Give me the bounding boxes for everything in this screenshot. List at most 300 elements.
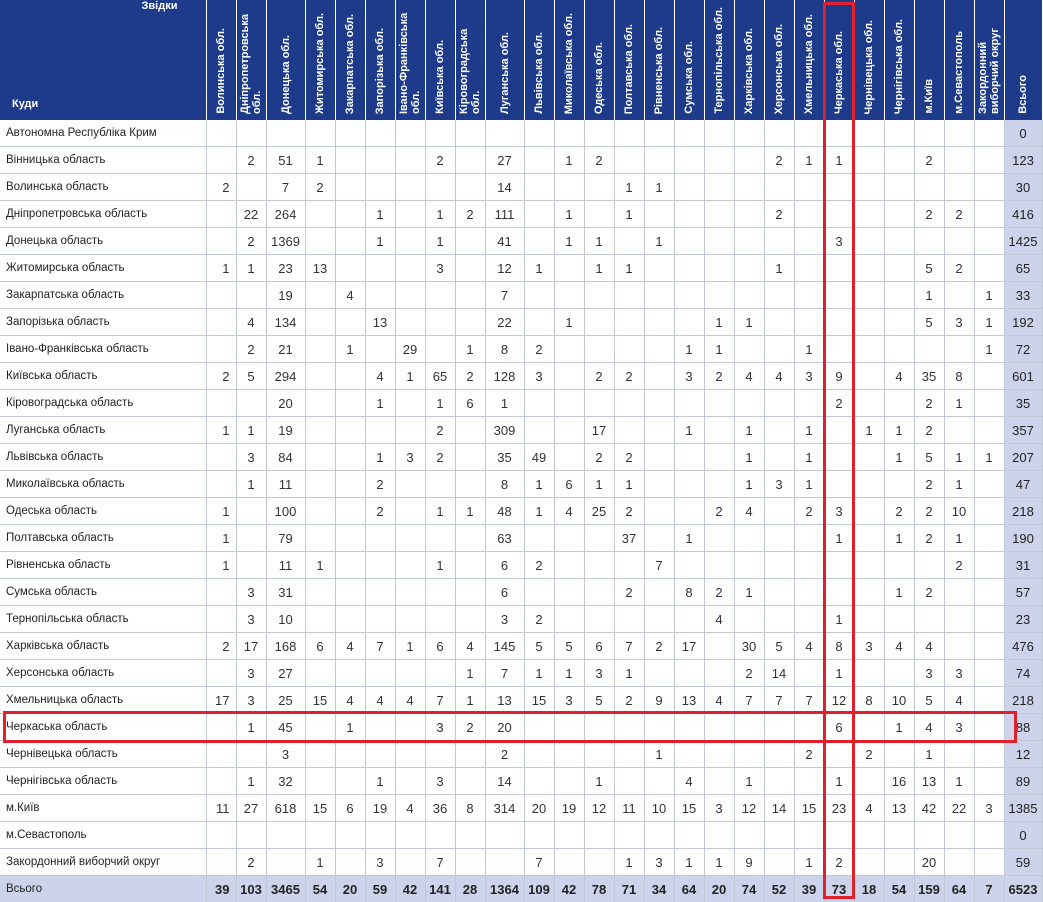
table-cell bbox=[974, 768, 1004, 795]
table-cell bbox=[914, 120, 944, 147]
table-cell bbox=[395, 471, 425, 498]
table-cell: 4 bbox=[734, 363, 764, 390]
table-cell: 1 bbox=[206, 255, 236, 282]
table-cell bbox=[335, 768, 365, 795]
table-cell bbox=[764, 120, 794, 147]
table-cell: 4 bbox=[365, 687, 395, 714]
table-cell bbox=[614, 120, 644, 147]
table-cell: 27 bbox=[485, 147, 524, 174]
table-row bbox=[0, 876, 1042, 902]
table-cell: 31 bbox=[266, 579, 305, 606]
table-cell bbox=[974, 201, 1004, 228]
column-header bbox=[554, 0, 584, 120]
table-cell: 1 bbox=[365, 228, 395, 255]
table-cell: 6 bbox=[335, 795, 365, 822]
table-cell bbox=[395, 768, 425, 795]
table-cell: 29 bbox=[395, 336, 425, 363]
table-cell: 1 bbox=[365, 201, 395, 228]
table-cell bbox=[854, 282, 884, 309]
row-label: Закарпатська область bbox=[0, 282, 206, 309]
table-cell: 1 bbox=[734, 417, 764, 444]
table-cell bbox=[584, 741, 614, 768]
table-cell bbox=[674, 309, 704, 336]
table-cell: 1 bbox=[944, 471, 974, 498]
table-cell: 39 bbox=[206, 876, 236, 902]
table-cell: 20 bbox=[485, 714, 524, 741]
table-cell: 1 bbox=[236, 255, 266, 282]
table-cell bbox=[794, 201, 824, 228]
row-total-cell: 47 bbox=[1004, 471, 1042, 498]
row-total-cell: 207 bbox=[1004, 444, 1042, 471]
table-cell bbox=[206, 390, 236, 417]
table-cell: 20 bbox=[704, 876, 734, 902]
row-label: Дніпропетровська область bbox=[0, 201, 206, 228]
row-label: Всього bbox=[0, 876, 206, 902]
table-cell: 2 bbox=[305, 174, 335, 201]
table-cell bbox=[335, 660, 365, 687]
table-cell: 1 bbox=[824, 606, 854, 633]
column-header bbox=[455, 0, 485, 120]
table-cell bbox=[824, 552, 854, 579]
table-cell: 7 bbox=[425, 849, 455, 876]
table-cell bbox=[974, 147, 1004, 174]
table-cell bbox=[335, 147, 365, 174]
table-cell bbox=[734, 552, 764, 579]
column-header-label: Дніпропетровська обл. bbox=[239, 0, 263, 117]
table-cell bbox=[674, 390, 704, 417]
table-cell bbox=[794, 174, 824, 201]
table-cell: 32 bbox=[266, 768, 305, 795]
table-cell: 1 bbox=[395, 633, 425, 660]
table-row bbox=[0, 228, 1042, 255]
row-total-cell: 89 bbox=[1004, 768, 1042, 795]
table-cell: 1 bbox=[524, 471, 554, 498]
row-total-cell: 357 bbox=[1004, 417, 1042, 444]
row-total-cell: 59 bbox=[1004, 849, 1042, 876]
table-cell bbox=[425, 606, 455, 633]
table-cell bbox=[335, 579, 365, 606]
table-cell bbox=[884, 390, 914, 417]
table-cell bbox=[884, 849, 914, 876]
table-cell: 19 bbox=[266, 417, 305, 444]
table-cell: 18 bbox=[854, 876, 884, 902]
table-cell: 4 bbox=[674, 768, 704, 795]
table-cell: 1 bbox=[794, 336, 824, 363]
table-cell: 1 bbox=[794, 471, 824, 498]
table-cell: 2 bbox=[524, 606, 554, 633]
table-cell bbox=[824, 579, 854, 606]
table-cell bbox=[734, 525, 764, 552]
table-cell bbox=[206, 336, 236, 363]
table-cell bbox=[305, 471, 335, 498]
table-row bbox=[0, 822, 1042, 849]
table-cell: 4 bbox=[914, 633, 944, 660]
table-cell bbox=[644, 498, 674, 525]
table-cell: 3 bbox=[236, 687, 266, 714]
table-cell: 2 bbox=[425, 147, 455, 174]
table-cell: 54 bbox=[305, 876, 335, 902]
table-cell bbox=[584, 714, 614, 741]
table-cell bbox=[455, 228, 485, 255]
table-cell: 1 bbox=[734, 768, 764, 795]
table-cell: 45 bbox=[266, 714, 305, 741]
table-cell: 1 bbox=[614, 660, 644, 687]
table-cell: 294 bbox=[266, 363, 305, 390]
table-cell bbox=[794, 606, 824, 633]
table-cell bbox=[554, 255, 584, 282]
table-cell bbox=[305, 228, 335, 255]
table-cell bbox=[674, 282, 704, 309]
table-cell bbox=[884, 147, 914, 174]
table-cell bbox=[206, 768, 236, 795]
table-cell: 9 bbox=[644, 687, 674, 714]
table-cell bbox=[854, 714, 884, 741]
table-cell: 2 bbox=[425, 444, 455, 471]
table-cell bbox=[734, 201, 764, 228]
table-cell: 30 bbox=[734, 633, 764, 660]
table-cell: 10 bbox=[944, 498, 974, 525]
table-cell: 84 bbox=[266, 444, 305, 471]
table-cell: 37 bbox=[614, 525, 644, 552]
table-cell bbox=[305, 498, 335, 525]
table-cell bbox=[554, 849, 584, 876]
table-cell bbox=[794, 660, 824, 687]
table-cell bbox=[674, 606, 704, 633]
table-cell bbox=[704, 255, 734, 282]
table-cell bbox=[824, 120, 854, 147]
table-cell bbox=[914, 552, 944, 579]
table-cell: 1364 bbox=[485, 876, 524, 902]
table-cell: 2 bbox=[584, 363, 614, 390]
table-cell: 4 bbox=[335, 633, 365, 660]
table-row bbox=[0, 309, 1042, 336]
table-cell: 63 bbox=[485, 525, 524, 552]
table-cell bbox=[395, 255, 425, 282]
table-cell bbox=[584, 120, 614, 147]
table-row bbox=[0, 579, 1042, 606]
table-cell: 2 bbox=[944, 201, 974, 228]
table-cell: 11 bbox=[614, 795, 644, 822]
table-cell: 1 bbox=[824, 660, 854, 687]
table-cell bbox=[764, 228, 794, 255]
row-total-cell: 192 bbox=[1004, 309, 1042, 336]
table-cell bbox=[644, 417, 674, 444]
table-cell bbox=[914, 822, 944, 849]
row-total-cell: 218 bbox=[1004, 687, 1042, 714]
column-header bbox=[485, 0, 524, 120]
table-cell bbox=[884, 228, 914, 255]
table-cell bbox=[884, 471, 914, 498]
table-cell bbox=[305, 579, 335, 606]
table-cell bbox=[395, 579, 425, 606]
table-cell: 51 bbox=[266, 147, 305, 174]
table-cell: 22 bbox=[944, 795, 974, 822]
table-cell bbox=[335, 741, 365, 768]
table-cell bbox=[794, 552, 824, 579]
table-cell bbox=[584, 336, 614, 363]
table-cell bbox=[305, 660, 335, 687]
table-cell: 23 bbox=[266, 255, 305, 282]
table-cell bbox=[944, 606, 974, 633]
table-cell bbox=[335, 390, 365, 417]
table-cell bbox=[794, 282, 824, 309]
table-cell: 2 bbox=[614, 579, 644, 606]
column-header-label: Сумська обл. bbox=[683, 37, 695, 117]
table-cell: 6 bbox=[305, 633, 335, 660]
table-cell bbox=[674, 498, 704, 525]
table-cell bbox=[335, 228, 365, 255]
table-cell bbox=[395, 201, 425, 228]
table-cell bbox=[704, 444, 734, 471]
table-cell: 4 bbox=[236, 309, 266, 336]
table-cell: 7 bbox=[794, 687, 824, 714]
table-cell bbox=[854, 606, 884, 633]
row-label: Чернівецька область bbox=[0, 741, 206, 768]
table-cell bbox=[764, 390, 794, 417]
table-cell bbox=[206, 606, 236, 633]
table-cell: 2 bbox=[365, 498, 395, 525]
table-cell: 6 bbox=[824, 714, 854, 741]
table-cell: 10 bbox=[644, 795, 674, 822]
table-cell bbox=[335, 174, 365, 201]
table-cell bbox=[395, 552, 425, 579]
table-cell: 3 bbox=[266, 741, 305, 768]
table-cell bbox=[485, 822, 524, 849]
table-cell bbox=[584, 822, 614, 849]
table-cell bbox=[944, 633, 974, 660]
table-cell: 1 bbox=[584, 471, 614, 498]
table-cell bbox=[425, 822, 455, 849]
row-total-cell: 416 bbox=[1004, 201, 1042, 228]
table-cell: 159 bbox=[914, 876, 944, 902]
table-cell: 3 bbox=[425, 714, 455, 741]
table-cell: 1 bbox=[674, 417, 704, 444]
table-cell bbox=[335, 255, 365, 282]
table-cell: 54 bbox=[884, 876, 914, 902]
table-cell: 1 bbox=[206, 417, 236, 444]
table-cell bbox=[395, 120, 425, 147]
table-cell: 35 bbox=[914, 363, 944, 390]
table-cell bbox=[455, 471, 485, 498]
row-label: Одеська область bbox=[0, 498, 206, 525]
table-cell: 3 bbox=[236, 444, 266, 471]
table-cell bbox=[674, 471, 704, 498]
table-cell: 618 bbox=[266, 795, 305, 822]
table-body bbox=[0, 120, 1042, 902]
table-cell bbox=[485, 849, 524, 876]
table-cell: 1 bbox=[674, 849, 704, 876]
table-cell: 5 bbox=[236, 363, 266, 390]
table-cell: 2 bbox=[614, 687, 644, 714]
table-cell bbox=[704, 201, 734, 228]
table-cell: 168 bbox=[266, 633, 305, 660]
table-cell bbox=[524, 201, 554, 228]
table-cell bbox=[704, 714, 734, 741]
table-cell: 2 bbox=[764, 147, 794, 174]
table-cell bbox=[644, 525, 674, 552]
table-cell: 1 bbox=[524, 255, 554, 282]
table-cell bbox=[584, 525, 614, 552]
column-header-label: Івано-Франківська обл. bbox=[398, 0, 422, 117]
table-cell bbox=[614, 822, 644, 849]
table-cell: 3 bbox=[236, 606, 266, 633]
table-cell: 1 bbox=[944, 390, 974, 417]
table-cell bbox=[674, 120, 704, 147]
table-cell bbox=[236, 174, 266, 201]
table-cell: 7 bbox=[485, 660, 524, 687]
table-cell bbox=[854, 390, 884, 417]
table-cell: 5 bbox=[914, 687, 944, 714]
table-row bbox=[0, 633, 1042, 660]
table-cell: 109 bbox=[524, 876, 554, 902]
table-cell: 1 bbox=[236, 768, 266, 795]
table-cell: 1 bbox=[614, 255, 644, 282]
table-cell bbox=[395, 282, 425, 309]
table-cell bbox=[614, 228, 644, 255]
table-cell bbox=[974, 471, 1004, 498]
table-cell bbox=[365, 417, 395, 444]
table-cell bbox=[794, 579, 824, 606]
table-cell bbox=[824, 336, 854, 363]
table-cell bbox=[854, 579, 884, 606]
table-cell: 1 bbox=[425, 201, 455, 228]
table-cell bbox=[206, 444, 236, 471]
table-cell bbox=[395, 309, 425, 336]
column-header-label: Рівненська обл. bbox=[653, 23, 665, 117]
table-cell: 1 bbox=[554, 228, 584, 255]
table-cell bbox=[764, 498, 794, 525]
row-total-cell: 123 bbox=[1004, 147, 1042, 174]
table-cell: 41 bbox=[485, 228, 524, 255]
table-cell bbox=[206, 282, 236, 309]
table-cell bbox=[824, 174, 854, 201]
table-cell: 7 bbox=[365, 633, 395, 660]
table-cell bbox=[425, 660, 455, 687]
table-cell: 2 bbox=[206, 363, 236, 390]
table-cell bbox=[974, 363, 1004, 390]
table-cell: 35 bbox=[485, 444, 524, 471]
table-cell: 2 bbox=[206, 633, 236, 660]
table-cell: 1 bbox=[734, 471, 764, 498]
table-cell bbox=[644, 822, 674, 849]
table-cell bbox=[455, 120, 485, 147]
table-cell bbox=[794, 120, 824, 147]
table-cell bbox=[425, 741, 455, 768]
table-cell: 19 bbox=[266, 282, 305, 309]
table-cell: 3 bbox=[824, 498, 854, 525]
row-label: Херсонська область bbox=[0, 660, 206, 687]
table-cell bbox=[236, 498, 266, 525]
table-cell bbox=[854, 471, 884, 498]
table-cell: 1 bbox=[674, 336, 704, 363]
table-cell bbox=[884, 120, 914, 147]
table-cell: 3 bbox=[794, 363, 824, 390]
table-cell bbox=[206, 849, 236, 876]
table-cell bbox=[974, 390, 1004, 417]
corner-header bbox=[0, 0, 206, 120]
table-cell: 17 bbox=[236, 633, 266, 660]
table-cell: 20 bbox=[524, 795, 554, 822]
table-cell bbox=[674, 255, 704, 282]
table-cell bbox=[734, 390, 764, 417]
row-label: Закордонний виборчий округ bbox=[0, 849, 206, 876]
table-cell bbox=[584, 390, 614, 417]
table-cell bbox=[554, 552, 584, 579]
table-cell: 1 bbox=[824, 525, 854, 552]
table-cell bbox=[524, 174, 554, 201]
table-cell bbox=[944, 282, 974, 309]
table-cell: 17 bbox=[206, 687, 236, 714]
table-cell: 2 bbox=[914, 498, 944, 525]
row-total-cell: 218 bbox=[1004, 498, 1042, 525]
table-cell: 1 bbox=[614, 471, 644, 498]
table-cell bbox=[554, 174, 584, 201]
table-cell bbox=[395, 714, 425, 741]
table-cell: 14 bbox=[764, 795, 794, 822]
row-total-cell: 31 bbox=[1004, 552, 1042, 579]
table-cell bbox=[614, 606, 644, 633]
table-cell bbox=[644, 255, 674, 282]
table-cell bbox=[206, 120, 236, 147]
table-cell bbox=[674, 660, 704, 687]
table-cell bbox=[734, 336, 764, 363]
column-header-label: м.Севастополь bbox=[953, 27, 965, 117]
column-header-label: Одеська обл. bbox=[593, 38, 605, 117]
table-cell bbox=[236, 525, 266, 552]
table-cell bbox=[854, 525, 884, 552]
table-cell: 3 bbox=[236, 660, 266, 687]
table-cell: 2 bbox=[704, 498, 734, 525]
table-cell bbox=[854, 849, 884, 876]
table-cell: 1 bbox=[524, 660, 554, 687]
table-cell: 6 bbox=[554, 471, 584, 498]
table-cell bbox=[974, 120, 1004, 147]
row-total-cell: 23 bbox=[1004, 606, 1042, 633]
table-cell bbox=[974, 417, 1004, 444]
table-row bbox=[0, 444, 1042, 471]
table-cell: 8 bbox=[824, 633, 854, 660]
table-cell: 1 bbox=[365, 390, 395, 417]
table-cell bbox=[365, 606, 395, 633]
column-header-label: Тернопільська обл. bbox=[713, 3, 725, 117]
row-total-cell: 190 bbox=[1004, 525, 1042, 552]
table-cell bbox=[614, 282, 644, 309]
table-cell bbox=[206, 822, 236, 849]
table-cell bbox=[305, 390, 335, 417]
column-header-label: Чернівецька обл. bbox=[863, 16, 875, 118]
row-label: Полтавська область bbox=[0, 525, 206, 552]
table-cell bbox=[854, 201, 884, 228]
table-cell: 8 bbox=[485, 336, 524, 363]
table-cell bbox=[704, 390, 734, 417]
table-cell: 14 bbox=[485, 174, 524, 201]
row-total-cell: 33 bbox=[1004, 282, 1042, 309]
column-header-label: Закордонний виборчий округ bbox=[977, 0, 1001, 117]
table-cell: 2 bbox=[914, 525, 944, 552]
table-cell: 4 bbox=[884, 363, 914, 390]
column-header bbox=[614, 0, 644, 120]
table-cell bbox=[425, 120, 455, 147]
column-header-label: Кіровоградська обл. bbox=[458, 0, 482, 117]
table-cell bbox=[554, 363, 584, 390]
table-row bbox=[0, 336, 1042, 363]
table-cell bbox=[266, 120, 305, 147]
table-cell bbox=[395, 228, 425, 255]
table-cell bbox=[674, 147, 704, 174]
table-cell bbox=[764, 849, 794, 876]
table-cell bbox=[974, 525, 1004, 552]
table-cell bbox=[524, 714, 554, 741]
